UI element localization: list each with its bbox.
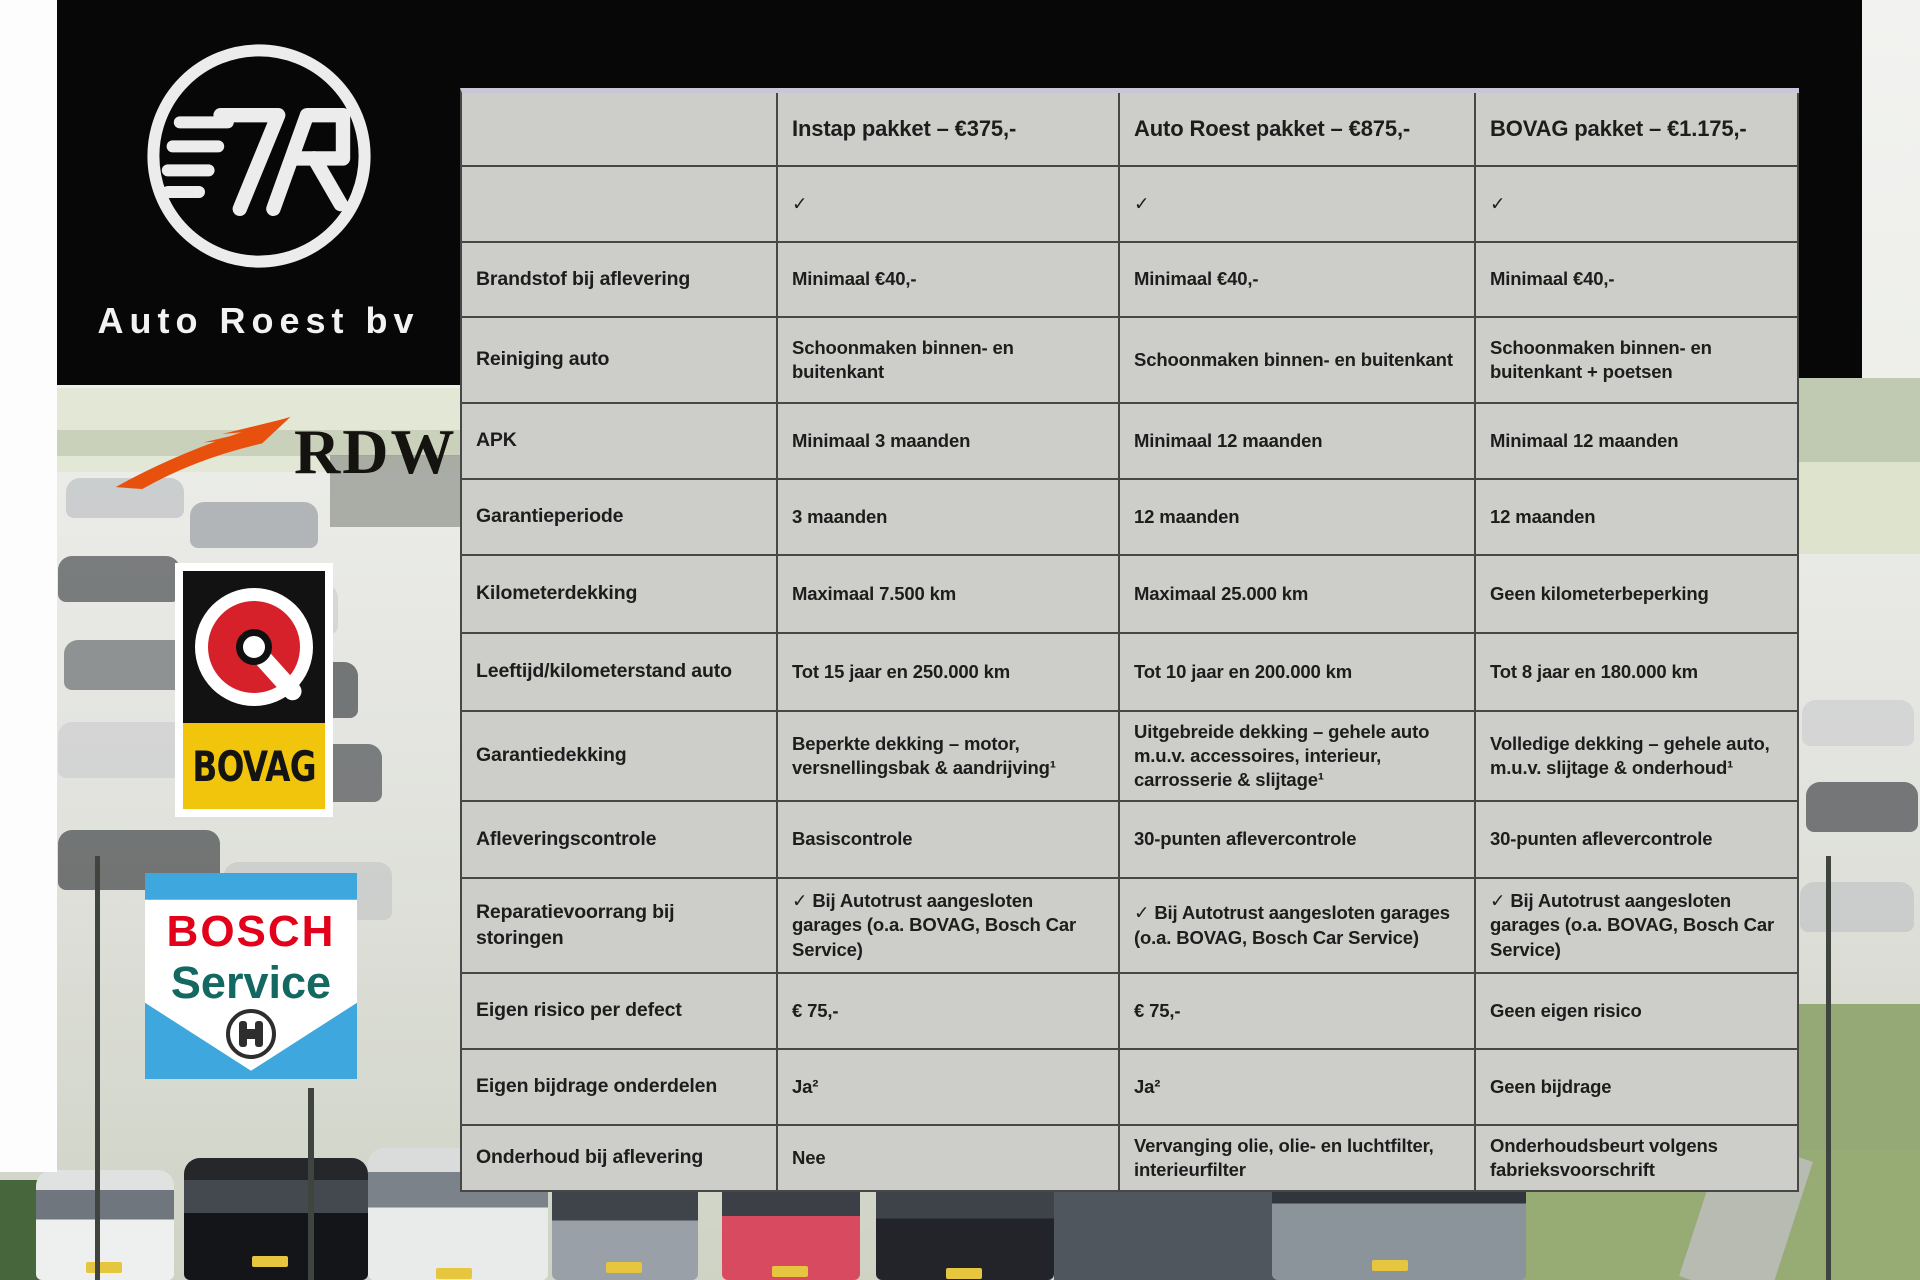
cell-afleveringscontrole-instap: Basiscontrole [778, 802, 1120, 879]
cell-reparatievoorrang-bovag: ✓ Bij Autotrust aangesloten garages (o.a. BOVAG, Bosch Car Service) [1476, 879, 1799, 974]
cell-apk-auto-roest: Minimaal 12 maanden [1120, 404, 1476, 480]
cell-leeftijd-bovag: Tot 8 jaar en 180.000 km [1476, 634, 1799, 712]
cell-eigen-bijdrage-auto-roest: Ja² [1120, 1050, 1476, 1126]
cell-kilometerdekking-bovag: Geen kilometerbeperking [1476, 556, 1799, 634]
photo-treeline [1797, 378, 1920, 474]
license-plate [946, 1268, 982, 1279]
auto-roest-logo [57, 0, 460, 385]
cell-apk-instap: Minimaal 3 maanden [778, 404, 1120, 480]
cell-eigen-risico-bovag: Geen eigen risico [1476, 974, 1799, 1050]
right-black-panel [1797, 88, 1862, 378]
lamppost [95, 856, 100, 1280]
checkmark-cell: ✓ [1120, 167, 1476, 243]
cell-garantieperiode-bovag: 12 maanden [1476, 480, 1799, 556]
license-plate [252, 1256, 288, 1267]
cell-kilometerdekking-instap: Maximaal 7.500 km [778, 556, 1120, 634]
license-plate [1372, 1260, 1408, 1271]
row-label-afleveringscontrole: Afleveringscontrole [462, 802, 778, 879]
column-header-empty [462, 93, 778, 167]
cell-afleveringscontrole-auto-roest: 30-punten aflevercontrole [1120, 802, 1476, 879]
cell-leeftijd-auto-roest: Tot 10 jaar en 200.000 km [1120, 634, 1476, 712]
cell-eigen-bijdrage-bovag: Geen bijdrage [1476, 1050, 1799, 1126]
cell-onderhoud-bovag: Onderhoudsbeurt volgens fabrieksvoorschrift [1476, 1126, 1799, 1192]
license-plate [436, 1268, 472, 1279]
left-margin [0, 0, 57, 1172]
license-plate [772, 1266, 808, 1277]
bovag-label: BOVAG [192, 741, 316, 791]
row-label-eigen-bijdrage: Eigen bijdrage onderdelen [462, 1050, 778, 1126]
cell-brandstof-bovag: Minimaal €40,- [1476, 243, 1799, 318]
license-plate [606, 1262, 642, 1273]
package-comparison-table [460, 88, 1799, 1192]
photo-car [190, 502, 318, 548]
cell-garantieperiode-auto-roest: 12 maanden [1120, 480, 1476, 556]
cell-garantiedekking-auto-roest: Uitgebreide dekking – gehele auto m.u.v. accessoires, interieur, carrosserie & slijtage¹ [1120, 712, 1476, 802]
cell-onderhoud-instap: Nee [778, 1126, 1120, 1192]
dealer-name: Auto Roest bv [97, 300, 420, 341]
photo-car [1800, 882, 1914, 932]
row-label-reparatievoorrang: Reparatievoorrang bij storingen [462, 879, 778, 974]
cell-leeftijd-instap: Tot 15 jaar en 250.000 km [778, 634, 1120, 712]
bosch-label: BOSCH [166, 907, 336, 956]
cell-garantiedekking-instap: Beperkte dekking – motor, versnellingsbak & aandrijving¹ [778, 712, 1120, 802]
cell-reparatievoorrang-auto-roest: ✓ Bij Autotrust aangesloten garages (o.a. BOVAG, Bosch Car Service) [1120, 879, 1476, 974]
cell-reparatievoorrang-instap: ✓ Bij Autotrust aangesloten garages (o.a. BOVAG, Bosch Car Service) [778, 879, 1120, 974]
cell-reiniging-auto-roest: Schoonmaken binnen- en buitenkant [1120, 318, 1476, 404]
cell-eigen-risico-auto-roest: € 75,- [1120, 974, 1476, 1050]
cell-reiniging-bovag: Schoonmaken binnen- en buitenkant + poetsen [1476, 318, 1799, 404]
row-label-brandstof: Brandstof bij aflevering [462, 243, 778, 318]
checkmark-cell: ✓ [778, 167, 1120, 243]
cell-eigen-bijdrage-instap: Ja² [778, 1050, 1120, 1126]
cell-eigen-risico-instap: € 75,- [778, 974, 1120, 1050]
cell-garantiedekking-bovag: Volledige dekking – gehele auto, m.u.v. slijtage & onderhoud¹ [1476, 712, 1799, 802]
photo-car [58, 556, 180, 602]
cell-reiniging-instap: Schoonmaken binnen- en buitenkant [778, 318, 1120, 404]
row-label-garantieperiode: Garantieperiode [462, 480, 778, 556]
rdw-logo [110, 408, 456, 496]
bovag-logo [175, 563, 333, 817]
bosch-service-label: Service [170, 957, 332, 1008]
cell-brandstof-auto-roest: Minimaal €40,- [1120, 243, 1476, 318]
cell-afleveringscontrole-bovag: 30-punten aflevercontrole [1476, 802, 1799, 879]
row-label-garantiedekking: Garantiedekking [462, 712, 778, 802]
column-header-auto-roest: Auto Roest pakket – €875,- [1120, 93, 1476, 167]
cell-apk-bovag: Minimaal 12 maanden [1476, 404, 1799, 480]
cell-onderhoud-auto-roest: Vervanging olie, olie- en luchtfilter, interieurfilter [1120, 1126, 1476, 1192]
lamppost [1826, 856, 1831, 1280]
row-label-onderhoud: Onderhoud bij aflevering [462, 1126, 778, 1192]
column-header-instap: Instap pakket – €375,- [778, 93, 1120, 167]
license-plate [86, 1262, 122, 1273]
bovag-emblem-icon [183, 571, 325, 723]
photo-field [1797, 462, 1920, 554]
row-label-kilometerdekking: Kilometerdekking [462, 556, 778, 634]
cell-kilometerdekking-auto-roest: Maximaal 25.000 km [1120, 556, 1476, 634]
bosch-armature-icon [224, 1007, 278, 1061]
row-label [462, 167, 778, 243]
bosch-service-logo [145, 873, 357, 1079]
rdw-label: RDW [294, 416, 457, 487]
rdw-wing-icon [110, 408, 300, 496]
row-label-leeftijd: Leeftijd/kilometerstand auto [462, 634, 778, 712]
row-label-apk: APK [462, 404, 778, 480]
cell-garantieperiode-instap: 3 maanden [778, 480, 1120, 556]
row-label-reiniging: Reiniging auto [462, 318, 778, 404]
column-header-bovag: BOVAG pakket – €1.175,- [1476, 93, 1799, 167]
row-label-eigen-risico: Eigen risico per defect [462, 974, 778, 1050]
photo-car [1806, 782, 1918, 832]
cell-brandstof-instap: Minimaal €40,- [778, 243, 1120, 318]
lamppost [308, 1088, 314, 1280]
auto-roest-7r-icon [139, 36, 379, 276]
photo-car [1802, 700, 1914, 746]
checkmark-cell: ✓ [1476, 167, 1799, 243]
